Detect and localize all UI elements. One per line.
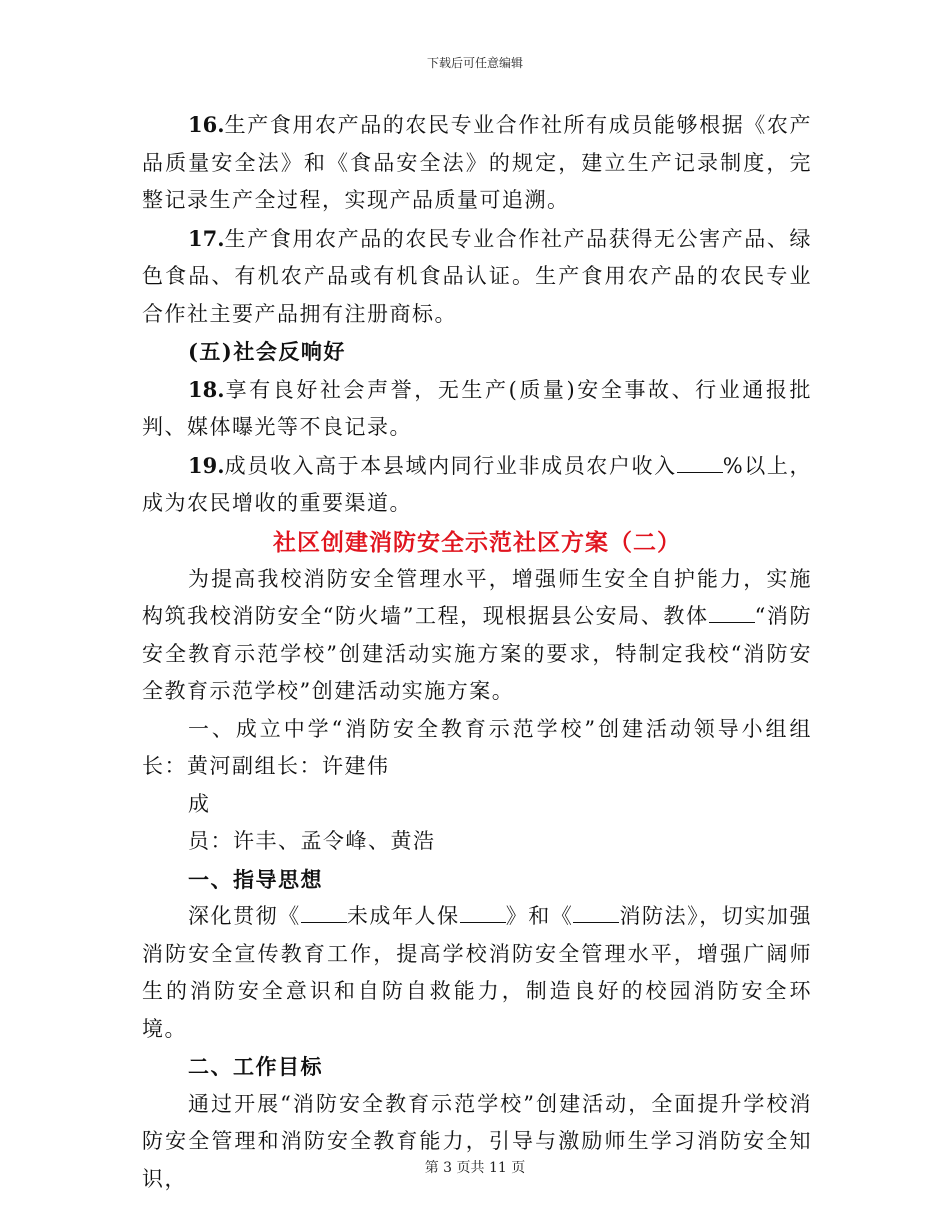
para-text: 深化贯彻《	[188, 904, 301, 928]
group-members-label: 成	[188, 791, 211, 816]
item-text: 享有良好社会声誉，无生产(质量)安全事故、行业通报批判、媒体曝光等不良记录。	[142, 377, 812, 439]
item-text: 生产食用农产品的农民专业合作社所有成员能够根据《农产品质量安全法》和《食品安全法》的规定，建立生产记录制度，完整记录生产全过程，实现产品质量可追溯。	[142, 113, 812, 212]
item-number: 17.	[188, 225, 225, 251]
page-footer: 第 3 页共 11 页	[424, 1160, 526, 1176]
fill-blank	[301, 902, 347, 923]
fill-blank	[709, 602, 755, 623]
item-number: 19.	[188, 452, 225, 478]
fill-blank	[460, 902, 506, 923]
item-text: 生产食用农产品的农民专业合作社产品获得无公害产品、绿色食品、有机农产品或有机食品认证。生产食用农产品的农民专业合作社主要产品拥有注册商标。	[142, 226, 812, 326]
work-goals-paragraph: 通过开展“消防安全教育示范学校”创建活动，全面提升学校消防安全管理和消防安全教育能力，引导与激励师生学习消防安全知识，	[142, 1091, 812, 1191]
item-number: 18.	[188, 376, 225, 402]
group-members: 员：许丰、孟令峰、黄浩	[188, 829, 436, 853]
para-text: 消防法》，切实加强消防安全宣传教育工作，提高学校消防安全管理水平，增强广阔师生的消防安全意识和自防自救能力，制造良好的校园消防安全环境。	[142, 904, 812, 1041]
intro-text: “消防安全教育示范学校”创建活动实施方案的要求，特制定我校“消防安全教育示范学校”创建活动实施方案。	[142, 604, 812, 703]
heading-guiding-thought: 一、指导思想	[188, 866, 323, 892]
guiding-thought-paragraph	[142, 898, 812, 1048]
item-19	[142, 447, 812, 523]
fill-blank	[677, 452, 723, 473]
document-body	[142, 106, 812, 1198]
para-text: 》和《	[505, 904, 574, 928]
item-text: 成员收入高于本县域内同行业非成员农户收入	[224, 453, 677, 478]
item-16	[142, 106, 812, 220]
item-text: %以上，成为农民增收的重要渠道。	[142, 453, 812, 515]
subheading-social: (五)社会反响好	[188, 339, 346, 364]
fill-blank	[573, 902, 619, 923]
para-text: 未成年人保	[346, 904, 460, 928]
intro-paragraph	[142, 561, 812, 711]
section-title: 社区创建消防安全示范社区方案（二）	[273, 528, 681, 556]
group-leaders: 一、成立中学“消防安全教育示范学校”创建活动领导小组组长：黄河副组长：许建伟	[142, 716, 812, 778]
intro-text: 为提高我校消防安全管理水平，增强师生安全自护能力，实施构筑我校消防安全“防火墙”工程，现根据县公安局、教体	[142, 566, 812, 628]
item-number: 16.	[188, 112, 225, 137]
page-header: 下载后可任意编辑	[426, 56, 523, 70]
item-18	[142, 371, 812, 447]
item-17	[142, 220, 812, 334]
heading-work-goals: 二、工作目标	[188, 1054, 323, 1079]
